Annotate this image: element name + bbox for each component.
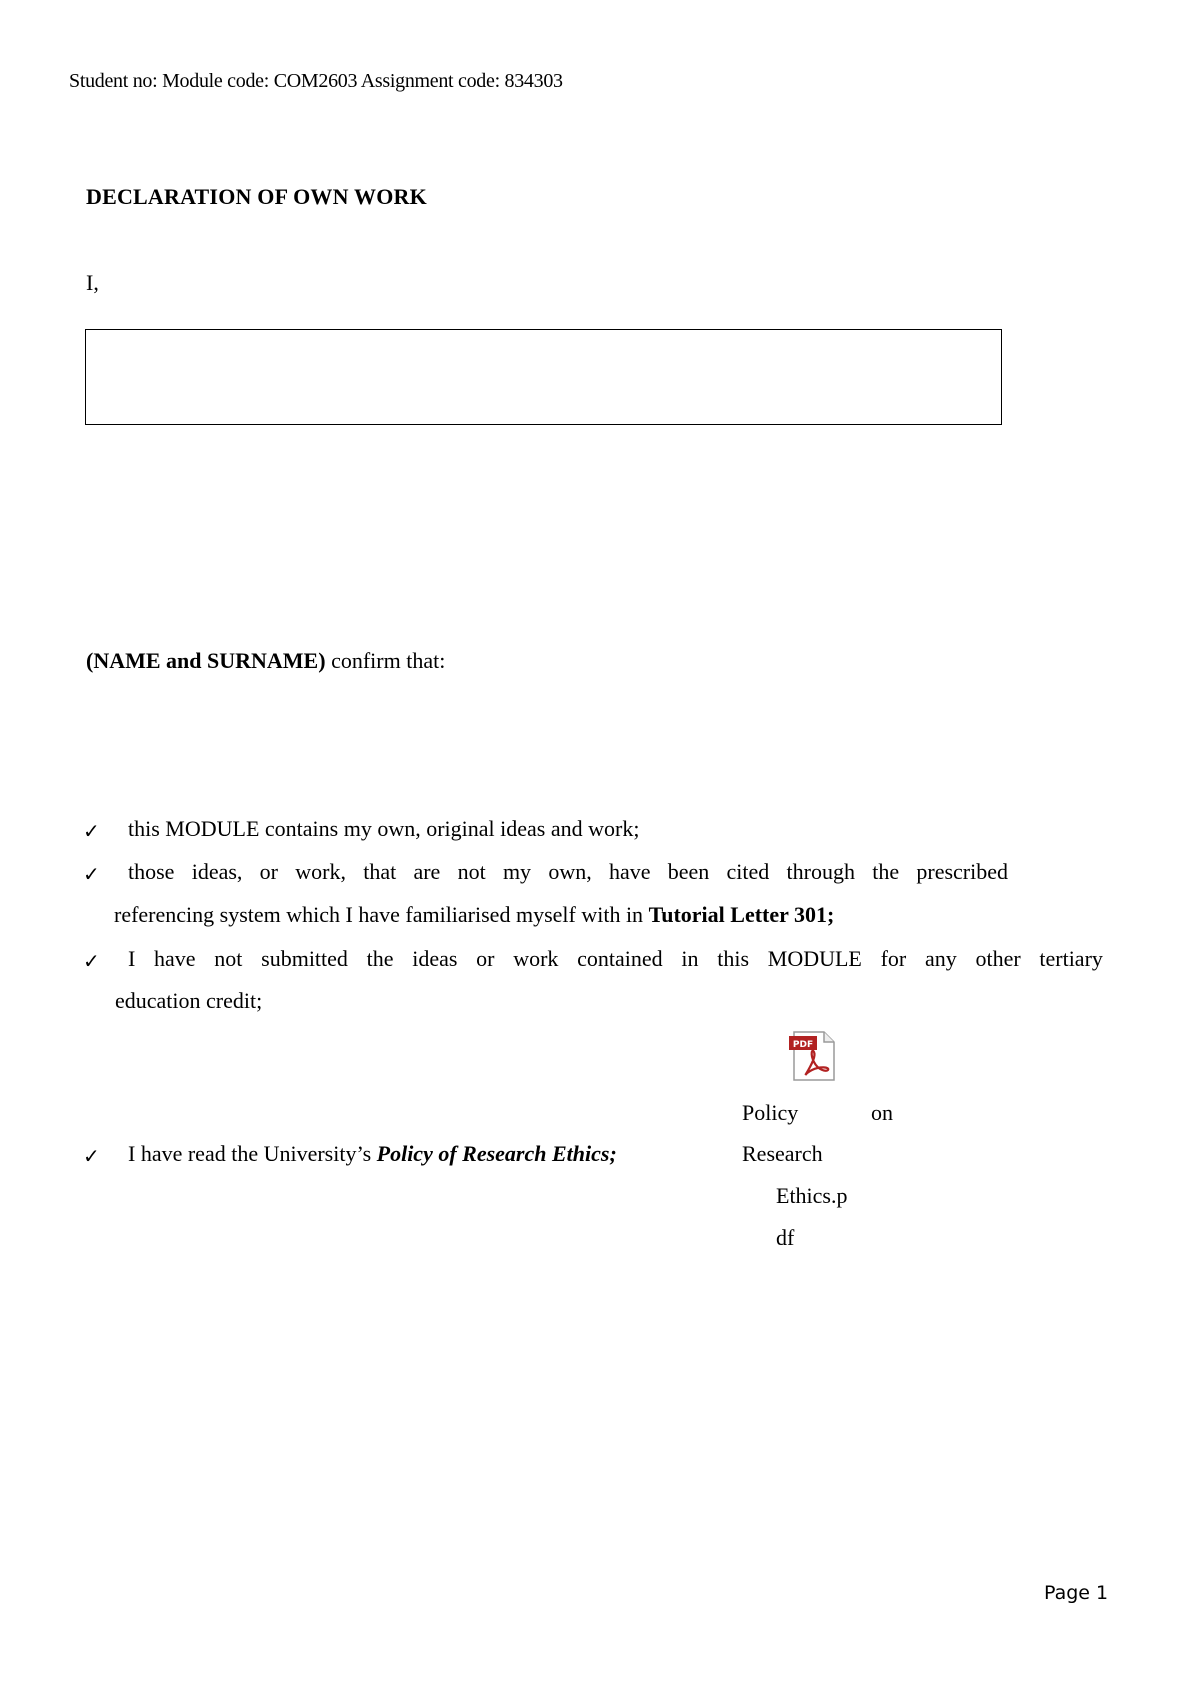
- word: those: [128, 859, 175, 884]
- word: been: [667, 859, 710, 884]
- check-icon: ✓: [83, 1144, 100, 1168]
- word: this: [717, 946, 750, 971]
- attachment-caption-line-1b[interactable]: on: [871, 1100, 893, 1125]
- page-number: Page 1: [1044, 1582, 1109, 1604]
- word: any: [924, 946, 957, 971]
- declaration-item-4-text: I have read the University’s: [128, 1141, 377, 1166]
- word: cited: [726, 859, 770, 884]
- word: prescribed: [916, 859, 1008, 884]
- pdf-badge-label: PDF: [792, 1040, 814, 1050]
- declaration-item-3-line-1: [128, 946, 1103, 972]
- word: or: [476, 946, 495, 971]
- word: work: [513, 946, 559, 971]
- word: contained: [577, 946, 663, 971]
- attachment-caption-line-2[interactable]: Research: [742, 1141, 823, 1166]
- word: through: [786, 859, 855, 884]
- declaration-item-2-text: referencing system which I have familiarised myself with in: [114, 902, 649, 927]
- word: not: [214, 946, 243, 971]
- check-icon: ✓: [83, 949, 100, 973]
- intro-text: I,: [86, 270, 99, 295]
- check-icon: ✓: [83, 819, 100, 843]
- attachment-caption-line-3[interactable]: Ethics.p: [776, 1183, 848, 1208]
- word: ideas,: [191, 859, 243, 884]
- word: own,: [548, 859, 592, 884]
- word: I: [128, 946, 136, 971]
- word: in: [681, 946, 699, 971]
- attachment-caption-line-1a[interactable]: Policy: [742, 1100, 799, 1125]
- word: MODULE: [767, 946, 862, 971]
- attachment-caption-line-4[interactable]: df: [776, 1225, 795, 1250]
- page-header: Student no: Module code: COM2603 Assignment code: 834303: [69, 70, 563, 92]
- research-ethics-policy-reference: Policy of Research Ethics;: [376, 1141, 617, 1166]
- declaration-item-4: [128, 1141, 617, 1167]
- declaration-item-1: this MODULE contains my own, original ideas and work;: [128, 816, 640, 841]
- word: for: [880, 946, 907, 971]
- confirm-statement: [86, 648, 445, 674]
- declaration-item-3-line-2: education credit;: [115, 988, 263, 1013]
- word: work,: [295, 859, 346, 884]
- pdf-file-icon[interactable]: [786, 1030, 838, 1082]
- name-surname-field[interactable]: [85, 329, 1002, 425]
- check-icon: ✓: [83, 862, 100, 886]
- word: or: [259, 859, 278, 884]
- confirm-text: confirm that:: [325, 648, 446, 673]
- page-title: DECLARATION OF OWN WORK: [86, 184, 427, 209]
- word: my: [502, 859, 532, 884]
- name-surname-label: (NAME and SURNAME): [86, 648, 326, 673]
- word: the: [872, 859, 900, 884]
- word: other: [975, 946, 1021, 971]
- word: tertiary: [1039, 946, 1103, 971]
- word: not: [457, 859, 486, 884]
- word: have: [154, 946, 196, 971]
- word: have: [608, 859, 651, 884]
- word: are: [413, 859, 441, 884]
- word: the: [366, 946, 394, 971]
- word: submitted: [261, 946, 348, 971]
- declaration-item-2-line-1: [128, 859, 1008, 885]
- word: ideas: [412, 946, 458, 971]
- declaration-item-2-line-2: [114, 902, 834, 928]
- word: that: [363, 859, 397, 884]
- tutorial-letter-reference: Tutorial Letter 301;: [648, 902, 835, 927]
